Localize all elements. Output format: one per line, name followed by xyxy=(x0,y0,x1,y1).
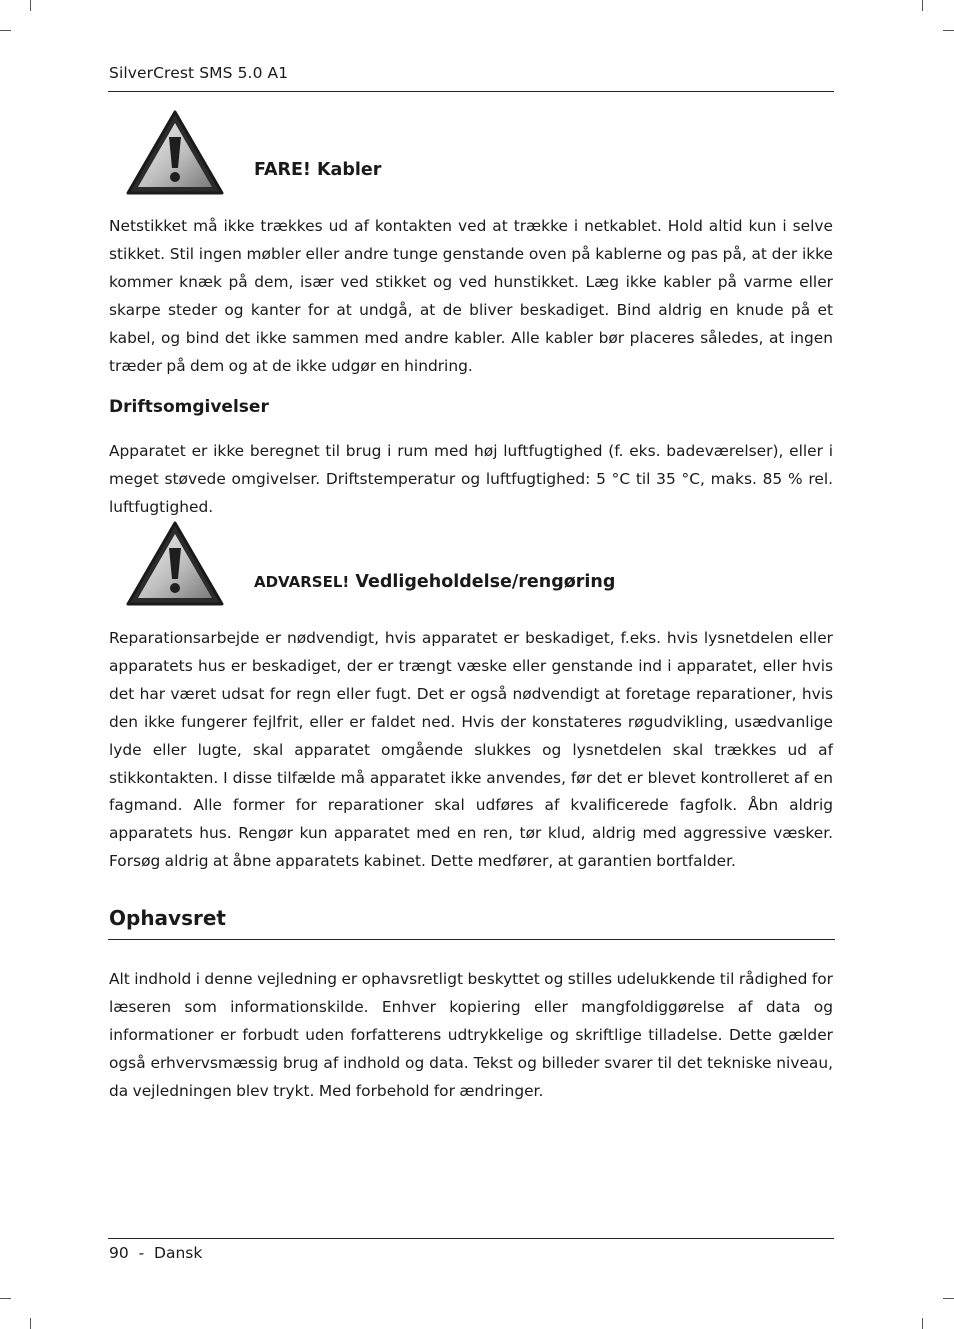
crop-mark xyxy=(943,1298,954,1299)
crop-mark xyxy=(0,1298,11,1299)
crop-mark xyxy=(922,0,923,11)
footer-rule xyxy=(108,1238,834,1239)
cables-paragraph: Netstikket må ikke trækkes ud af kontakten ved at trække i netkablet. Hold altid kun i selve stikket. Stil ingen møbler eller andre tunge genstande oven på kablerne og pas på, at der ikke kommer knæk på dem, især ved stikket og ved hunstikket. Læg ikke kabler på varme eller skarpe steder og kanter for at undgå, at de bliver beskadiget. Bind aldrig en knude på et kabel, og bind det ikke sammen med andre kabler. Alle kabler bør placeres således, at ingen træder på dem og at de ikke udgør en hindring. xyxy=(109,217,833,375)
crop-mark xyxy=(0,30,11,31)
environment-paragraph: Apparatet er ikke beregnet til brug i rum med høj luftfugtighed (f. eks. badeværelser), eller i meget støvede omgivelser. Driftstemperatur og luftfugtighed: 5 °C til 35 °C, maks. 85 % rel. luftfugtighed. xyxy=(109,442,833,516)
header-rule xyxy=(108,91,834,92)
crop-mark xyxy=(30,1318,31,1329)
copyright-paragraph: Alt indhold i denne vejledning er ophavsretligt beskyttet og stilles udelukkende til rådighed for læseren som informationskilde. Enhver kopiering eller mangfoldiggørelse af data og informationer er forbudt uden forfatterens udtrykkelige og skriftlige tilladelse. Dette gælder også erhvervsmæssig brug af indhold og data. Tekst og billeder svarer til det tekniske niveau, da vejledningen blev trykt. Med forbehold for ændringer. xyxy=(109,970,833,1100)
warning-title: Vedligeholdelse/rengøring xyxy=(355,572,616,592)
environment-heading: Driftsomgivelser xyxy=(109,397,269,417)
warning-triangle-icon xyxy=(126,521,224,607)
section-rule xyxy=(108,939,835,940)
warning-prefix: ADVARSEL! xyxy=(254,573,350,591)
document-header-title: SilverCrest SMS 5.0 A1 xyxy=(109,64,289,82)
page-footer: 90 - Dansk xyxy=(109,1244,203,1262)
copyright-heading: Ophavsret xyxy=(109,906,226,930)
crop-mark xyxy=(30,0,31,11)
crop-mark xyxy=(922,1318,923,1329)
maintenance-paragraph: Reparationsarbejde er nødvendigt, hvis apparatet er beskadiget, f.eks. hvis lysnetdelen eller apparatets hus er beskadiget, der er trængt væske eller genstande ind i apparatet, eller hvis det har været udsat for regn eller fugt. Det er også nødvendigt at foretage reparationer, hvis den ikke fungerer fejlfrit, eller er faldet ned. Hvis der konstateres røgudvikling, usædvanlige lyde eller lugte, skal apparatet omgående slukkes og lysnetdelen skal trækkes ud af stikkontakten. I disse tilfælde må apparatet ikke anvendes, før det er blevet kontrolleret af en fagmand. Alle former for reparationer skal udføres af kvalificerede fagfolk. Åbn aldrig apparatets hus. Rengør kun apparatet med en ren, tør klud, aldrig med aggressive væsker. Forsøg aldrig at åbne apparatets kabinet. Dette medfører, at garantien bortfalder. xyxy=(109,629,833,871)
crop-mark xyxy=(943,30,954,31)
warning-heading-maintenance xyxy=(254,572,615,592)
warning-triangle-icon xyxy=(126,110,224,196)
warning-heading-cables: FARE! Kabler xyxy=(254,160,382,180)
